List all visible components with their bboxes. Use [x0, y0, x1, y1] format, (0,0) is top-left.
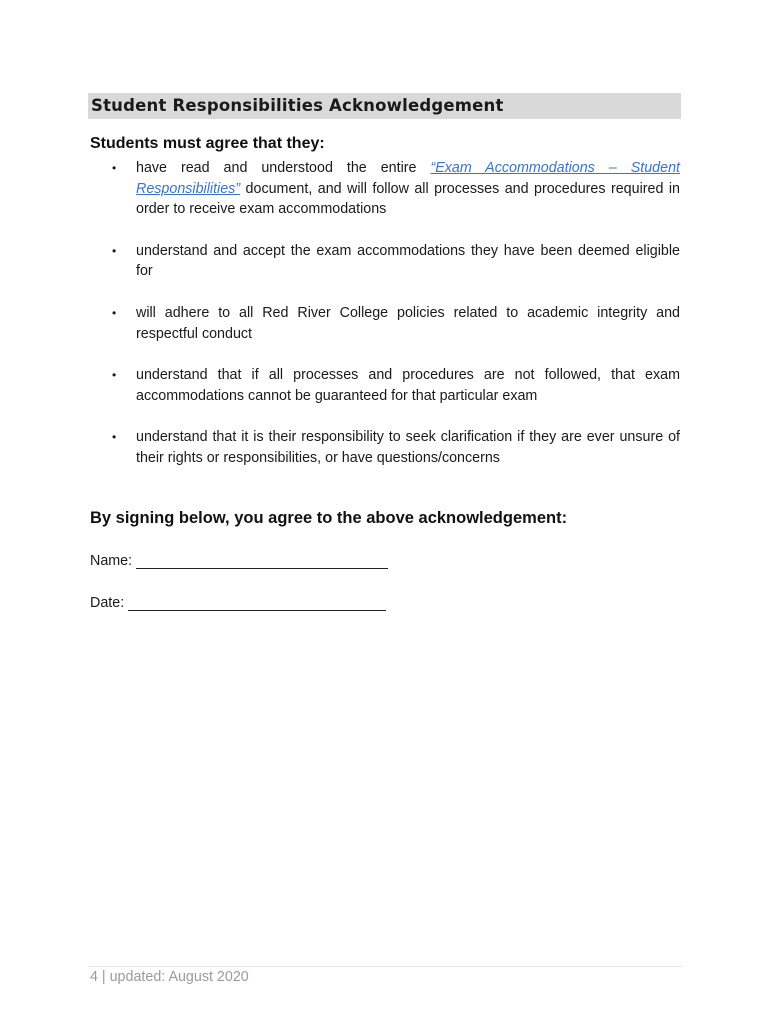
date-field-row — [90, 594, 386, 611]
page-footer: 4 | updated: August 2020 — [90, 969, 249, 985]
name-field-row — [90, 552, 388, 569]
bullet-icon: • — [112, 161, 117, 175]
exam-accommodations-link[interactable]: “Exam Accommodations – Student Responsibilities” — [136, 160, 680, 197]
date-field[interactable] — [128, 594, 386, 611]
list-item-text: understand that it is their responsibility to seek clarification if they are ever unsure of their rights or responsibilities, or have questions/concerns — [136, 429, 680, 466]
footer-divider — [88, 966, 682, 967]
bullet-icon: • — [112, 243, 117, 258]
signature-heading: By signing below, you agree to the above acknowledgement: — [90, 509, 568, 527]
bullet-icon: • — [112, 368, 117, 383]
list-item-text: understand and accept the exam accommodations they have been deemed eligible for — [136, 242, 680, 280]
responsibilities-list — [90, 158, 680, 490]
list-item — [90, 241, 680, 282]
list-item — [90, 303, 680, 344]
list-item-text-after: document, and will follow all processes and procedures required in order to receive exam accommodations — [136, 180, 680, 218]
list-item — [90, 158, 680, 220]
list-item-text: understand that if all processes and procedures are not followed, that exam accommodations cannot be guaranteed for that particular exam — [136, 367, 680, 404]
bullet-icon: • — [112, 305, 117, 320]
intro-text: Students must agree that they: — [90, 135, 325, 152]
section-heading: Student Responsibilities Acknowledgement — [88, 93, 681, 119]
name-label: Name: — [90, 553, 133, 569]
list-item-text: will adhere to all Red River College policies related to academic integrity and respectful conduct — [136, 304, 680, 342]
date-label: Date: — [90, 595, 125, 611]
bullet-icon: • — [112, 430, 117, 445]
list-item — [90, 365, 680, 406]
list-item — [90, 427, 680, 468]
list-item-text-before: have read and understood the entire — [136, 160, 431, 176]
name-field[interactable] — [136, 552, 388, 569]
